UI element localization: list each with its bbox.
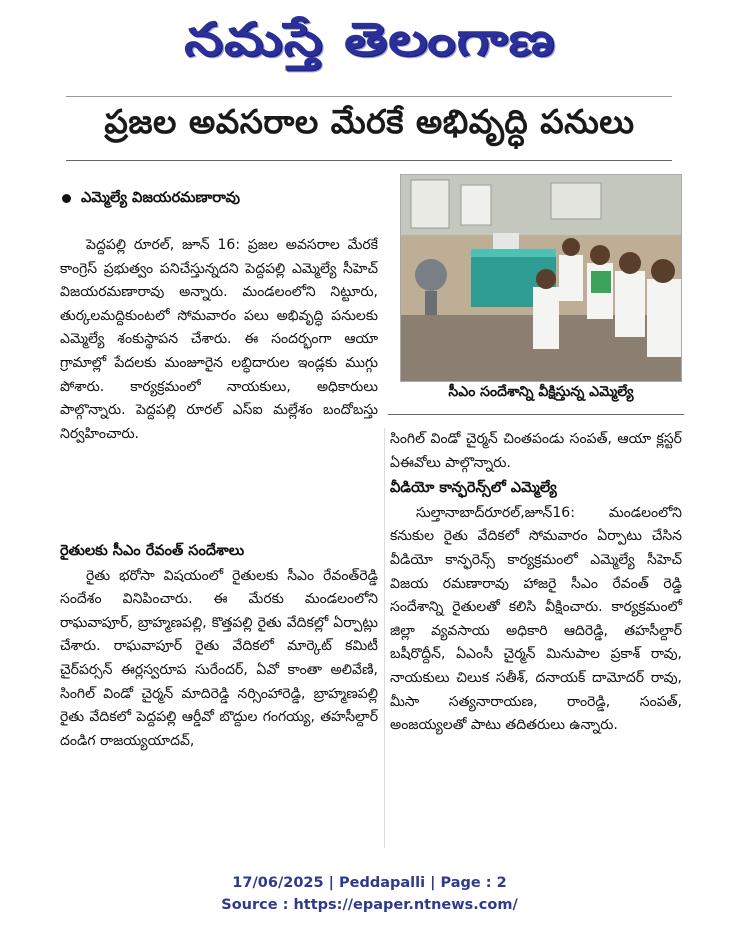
article-paragraph: సుల్తానాబాద్‌రూరల్,జూన్16: మండలంలోని కనుకుల రైతు వేదికలో సోమవారం ఏర్పాటు చేసిన వీడియో కాన్ఫరెన్స్ కార్యక్రమంలో ఎమ్మెల్యే సీహెచ్ విజయ రమణారావు హాజరై సీఎం రేవంత్ రెడ్డి సందేశాన్ని రైతులతో కలిసి వీక్షించారు. కార్యక్రమంలో జిల్లా వ్యవసాయ అధికారి ఆదిరెడ్డి, తహసీల్దార్ బషీరొద్దీన్, ఏఎంసీ చైర్మన్ మినుపాల ప్రకాశ్ రావు, నాయకులు చిలుక సతీశ్, దనాయక్ దామోదర్ రావు, మీసా సత్యనారాయణ, రాంరెడ్డి, సంపత్, అంజయ్యలతో పాటు తదితరులు ఉన్నారు. [390,504,682,734]
byline [62,190,240,210]
headline-divider [66,160,672,161]
masthead-title: నమస్తే తెలంగాణ [183,12,556,66]
top-divider [66,96,672,97]
byline-text: ఎమ్మెల్యే విజయరమణారావు [81,190,241,206]
article-column-left [60,234,378,869]
meeting-photo-illustration [401,175,681,381]
footer-source-line: Source : https://epaper.ntnews.com/ [221,897,518,913]
masthead [0,6,739,80]
page-footer [0,872,739,916]
news-photo [400,174,682,382]
headline: ప్రజల అవసరాల మేరకే అభివృద్ధి పనులు [104,102,635,141]
footer-date-line: 17/06/2025 | Peddapalli | Page : 2 [232,875,507,891]
column-divider [384,428,385,848]
article-subheading: రైతులకు సీఎం రేవంత్ సందేశాలు [60,543,245,559]
article-paragraph: పెద్దపల్లి రూరల్, జూన్ 16: ప్రజల అవసరాల మేరకే కాంగ్రెస్ ప్రభుత్వం పనిచేస్తున్నదని పెద్దపల్లి ఎమ్మెల్యే సీహెచ్ విజయరమణారావు అన్నారు. మండలంలోని నిట్టూరు, తుర్కలమద్దికుంటలో సోమవారం పలు అభివృద్ధి పనులకు ఎమ్మెల్యే శంకుస్థాపన చేశారు. ఈ సందర్భంగా ఆయా గ్రామాల్లో పేదలకు మంజూరైన లబ్ధిదారుల ఇండ్లకు ముగ్గు పోశారు. కార్యక్రమంలో నాయకులు, అధికారులు పాల్గొన్నారు. పెద్దపల్లి రూరల్ ఎస్ఐ మల్లేశం బందోబస్తు నిర్వహించారు. [60,237,378,442]
caption-divider [388,414,684,415]
article-subheading: వీడియో కాన్ఫరెన్స్‌లో ఎమ్మెల్యే [390,480,557,497]
article-paragraph: రైతు భరోసా విషయంలో రైతులకు సీఎం రేవంత్‌రెడ్డి సందేశం వినిపించారు. ఈ మేరకు మండలంలోని రాఘవాపూర్, బ్రాహ్మణపల్లి, కొత్తపల్లి రైతు వేదికల్లో ఏర్పాట్లు చేశారు. రాఘవాపూర్ రైతు వేదికలో మార్కెట్ కమిటీ చైర్‌పర్సన్ ఈర్లస్వరూప సురేందర్, ఏవో కాంతా అలివేణి, సింగిల్ విండో చైర్మన్ మాదిరెడ్డి నర్సింహారెడ్డి, బ్రాహ్మణపల్లి రైతు వేదికలో పెద్దపల్లి ఆర్డీవో బొద్దుల గంగయ్య, తహసీల్దార్ దండిగ రాజయ్యయాదవ్, [60,567,378,749]
photo-caption: సీఎం సందేశాన్ని వీక్షిస్తున్న ఎమ్మెల్యే [448,384,634,400]
article-paragraph: సింగిల్ విండో చైర్మన్ చింతపండు సంపత్, ఆయా క్లస్టర్ ఏఈవోలు పాల్గొన్నారు. [390,431,682,471]
article-column-right [390,428,682,738]
bullet-icon [62,194,71,203]
